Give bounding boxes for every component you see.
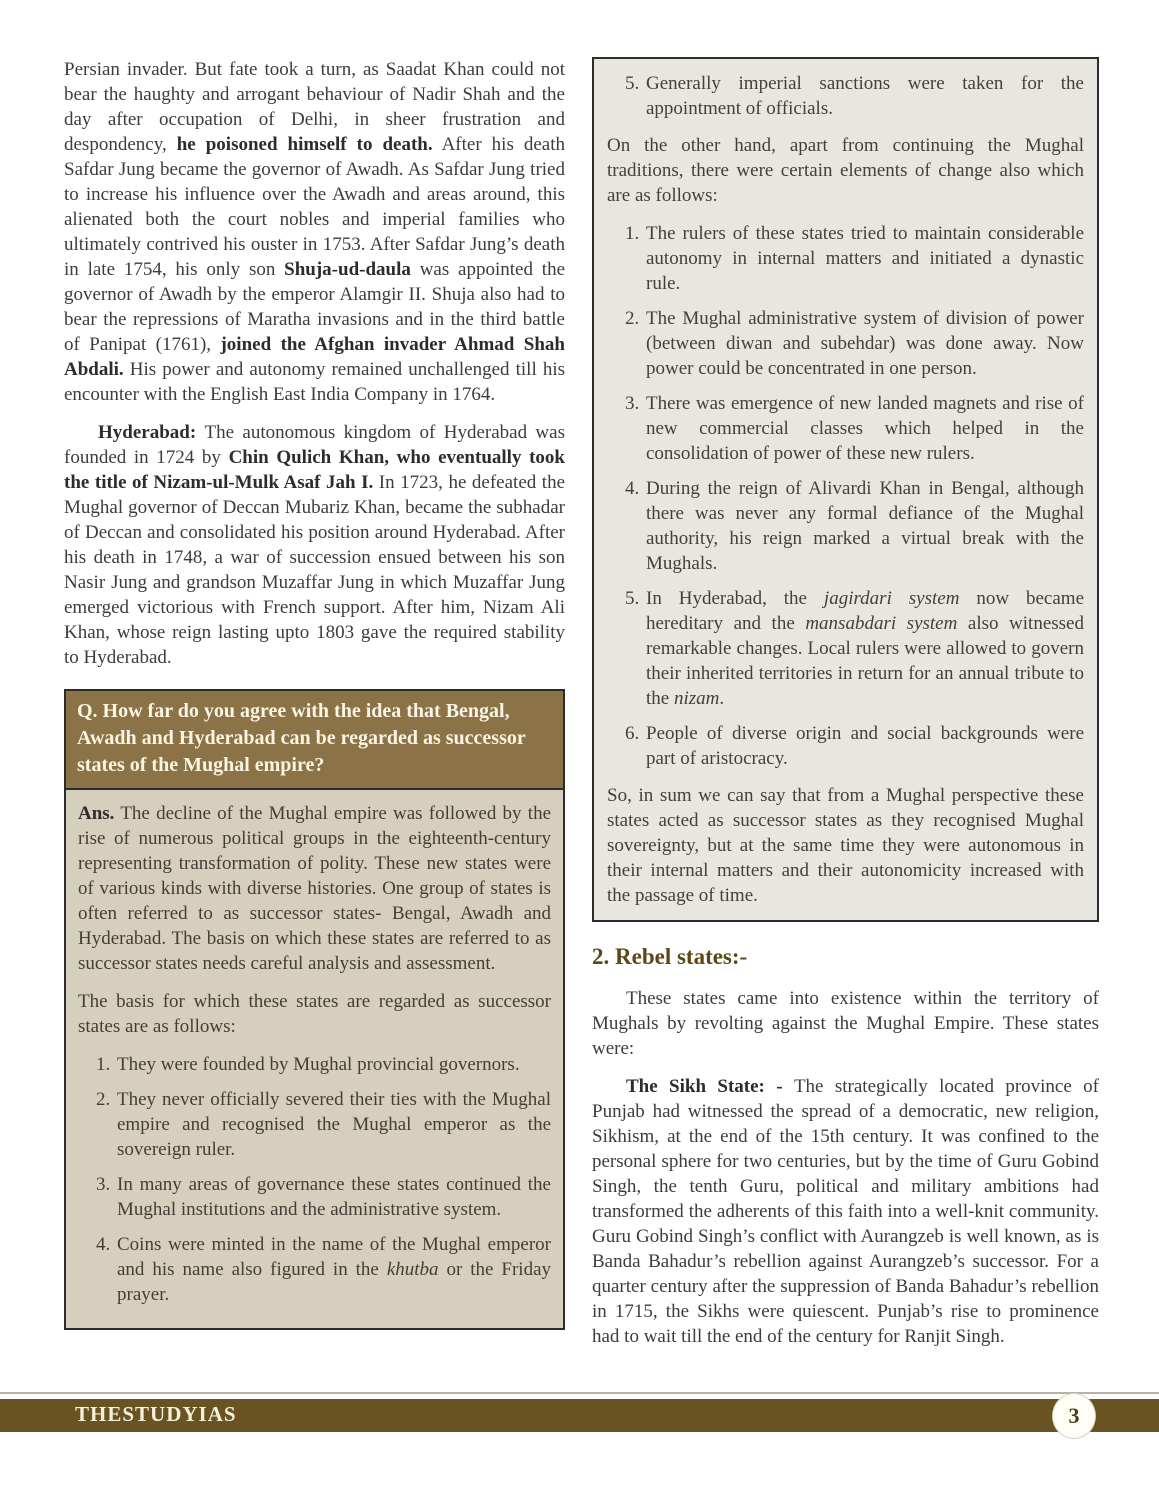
text-segment: So, in sum we can say that from a Mughal perspective these states acted as successor states as they recognised Mughal sovereignty, but at the same time they were autonomous in their internal matters and their autonomicity increased with the passage of time. [607,785,1084,906]
text-segment: or the Friday prayer. [117,1259,551,1305]
text-segment: Chin Qulich Khan, who eventually took the title of Nizam-ul-Mulk Asaf Jah I. [64,447,565,493]
text-segment: On the other hand, apart from continuing the Mughal traditions, there were certain elements of change also which are as follows: [607,135,1084,206]
summary-paragraph [607,783,1084,908]
text-segment: khutba [386,1259,439,1280]
text-segment: Generally imperial sanctions were taken for the appointment of officials. [646,73,1084,119]
list-item [644,721,1084,771]
paragraph-hyderabad [64,420,565,670]
text-segment: Ans. [78,803,115,824]
text-segment: After his death Safdar Jung became the governor of Awadh. As Safdar Jung tried to increase his influence over the Awadh and areas around, this alienated both the court nobles and imperial families who ultimately contrived his ouster in 1753. After Safdar Jung’s death in late 1754, his only son [64,134,565,280]
answer-continuation-box [592,57,1099,922]
text-segment: . [719,688,725,709]
list-item [644,586,1084,711]
question-header: Q. How far do you agree with the idea that Bengal, Awadh and Hyderabad can be regarded as successor states of the Mughal empire? [66,691,563,790]
answer-paragraph [78,801,551,976]
sikh-state-paragraph [592,1074,1099,1349]
text-segment: Hyderabad: [98,422,205,443]
brand-logo-text: THESTUDYIAS [75,1402,237,1426]
list-item [644,306,1084,381]
text-segment: These states came into existence within the territory of Mughals by revolting against the Mughal Empire. These states were: [592,988,1099,1059]
text-segment: was appointed the governor of Awadh by the emperor Alamgir II. Shuja also had to bear the repressions of Maratha invasions and in the third battle of Panipat (1761), [64,259,565,355]
text-segment: In 1723, he defeated the Mughal governor of Deccan Mubariz Khan, became the subhadar of Deccan and consolidated his position around Hyderabad. After his death in 1748, a war of succession ensued between his son Nasir Jung and grandson Muzaffar Jung in which Muzaffar Jung emerged victorious with French support. After him, Nizam Ali Khan, whose reign lasting upto 1803 gave the required stability to Hyderabad. [64,472,566,668]
text-segment: They never officially severed their ties with the Mughal empire and recognised the Mughal emperor as the sovereign ruler. [117,1089,551,1160]
page-number: 3 [1068,1403,1080,1428]
footer-bar [0,1399,1159,1432]
text-segment: During the reign of Alivardi Khan in Bengal, although there was never any formal defiance of the Mughal authority, his reign marked a virtual break with the Mughals. [646,478,1084,574]
elements-of-change-list [607,221,1084,771]
basis-list [78,1052,551,1307]
text-segment: Persian invader. But fate took a turn, as Saadat Khan could not bear the haughty and arrogant behaviour of Nadir Shah and the day after occupation of Delhi, in sheer frustration and despondency, [64,59,565,155]
text-segment: There was emergence of new landed magnets and rise of new commercial classes which helped in the consolidation of power of these new rulers. [646,393,1084,464]
text-segment: The Sikh State: - [626,1076,794,1097]
text-segment: jagirdari system [823,588,960,609]
text-segment: joined the Afghan invader Ahmad Shah Abdali. [64,334,565,380]
text-segment: People of diverse origin and social backgrounds were part of aristocracy. [646,723,1084,769]
footer-separator-line [0,1392,1159,1394]
question-answer-box [64,689,565,1330]
paragraph-awadh [64,57,565,407]
text-segment: now became hereditary and the [646,588,1085,634]
text-segment: They were founded by Mughal provincial governors. [117,1054,520,1075]
text-segment: he poisoned himself to death. [176,134,433,155]
text-segment: The basis for which these states are regarded as successor states are as follows: [78,991,551,1037]
list-item [644,391,1084,466]
text-segment: His power and autonomy remained unchallenged till his encounter with the English East India Company in 1764. [64,359,565,405]
text-segment: In Hyderabad, the [646,588,824,609]
text-segment: The Mughal administrative system of division of power (between diwan and subehdar) was done away. Now power could be concentrated in one person. [646,308,1084,379]
right-column [592,57,1099,1362]
text-segment: mansabdari system [805,613,958,634]
text-segment: The decline of the Mughal empire was followed by the rise of numerous political groups in the eighteenth-century representing transformation of polity. These new states were of various kinds with diverse histories. One group of states is often referred to as successor states- Bengal, Awadh and Hyderabad. The basis on which these states are referred to as successor states needs careful analysis and assessment. [78,803,551,974]
text-segment: The autonomous kingdom of Hyderabad was founded in 1724 by [64,422,565,468]
list-item [115,1087,551,1162]
text-segment: The rulers of these states tried to maintain considerable autonomy in internal matters and initiated a dynastic rule. [646,223,1084,294]
text-segment: The strategically located province of Punjab had witnessed the spread of a democratic, new religion, Sikhism, at the end of the 15th century. It was confined to the personal sphere for two centuries, but by the time of Guru Gobind Singh, the tenth Guru, political and military ambitions had transformed the adherents of this faith into a well-knit community. Guru Gobind Singh’s conflict with Aurangzeb is well known, as is Banda Bahadur’s rebellion against Aurangzeb’s successor. For a quarter century after the suppression of Banda Bahadur’s rebellion in 1715, the Sikhs were quiescent. Punjab’s rise to prominence had to wait till the end of the century for Ranjit Singh. [592,1076,1099,1347]
page-number-badge [1052,1393,1096,1439]
list-item [115,1232,551,1307]
list-item [644,221,1084,296]
text-segment: nizam [673,688,720,709]
list-item [115,1052,551,1077]
answer-body [66,790,563,1328]
text-segment: In many areas of governance these states continued the Mughal institutions and the administrative system. [117,1174,551,1220]
text-segment: Coins were minted in the name of the Mughal emperor and his name also figured in the [117,1234,551,1280]
basis-paragraph [78,989,551,1039]
other-hand-paragraph [607,133,1084,208]
text-segment: also witnessed remarkable changes. Local rulers were allowed to govern their inherited territories in return for an annual tribute to the [646,613,1084,709]
list-item [115,1172,551,1222]
rebel-states-heading: 2. Rebel states:- [592,944,748,969]
text-segment: Shuja-ud-daula [284,259,411,280]
rebel-intro-paragraph [592,986,1099,1061]
list-item [644,71,1084,121]
left-column [64,57,565,1330]
basis-list-continued [607,71,1084,121]
list-item [644,476,1084,576]
